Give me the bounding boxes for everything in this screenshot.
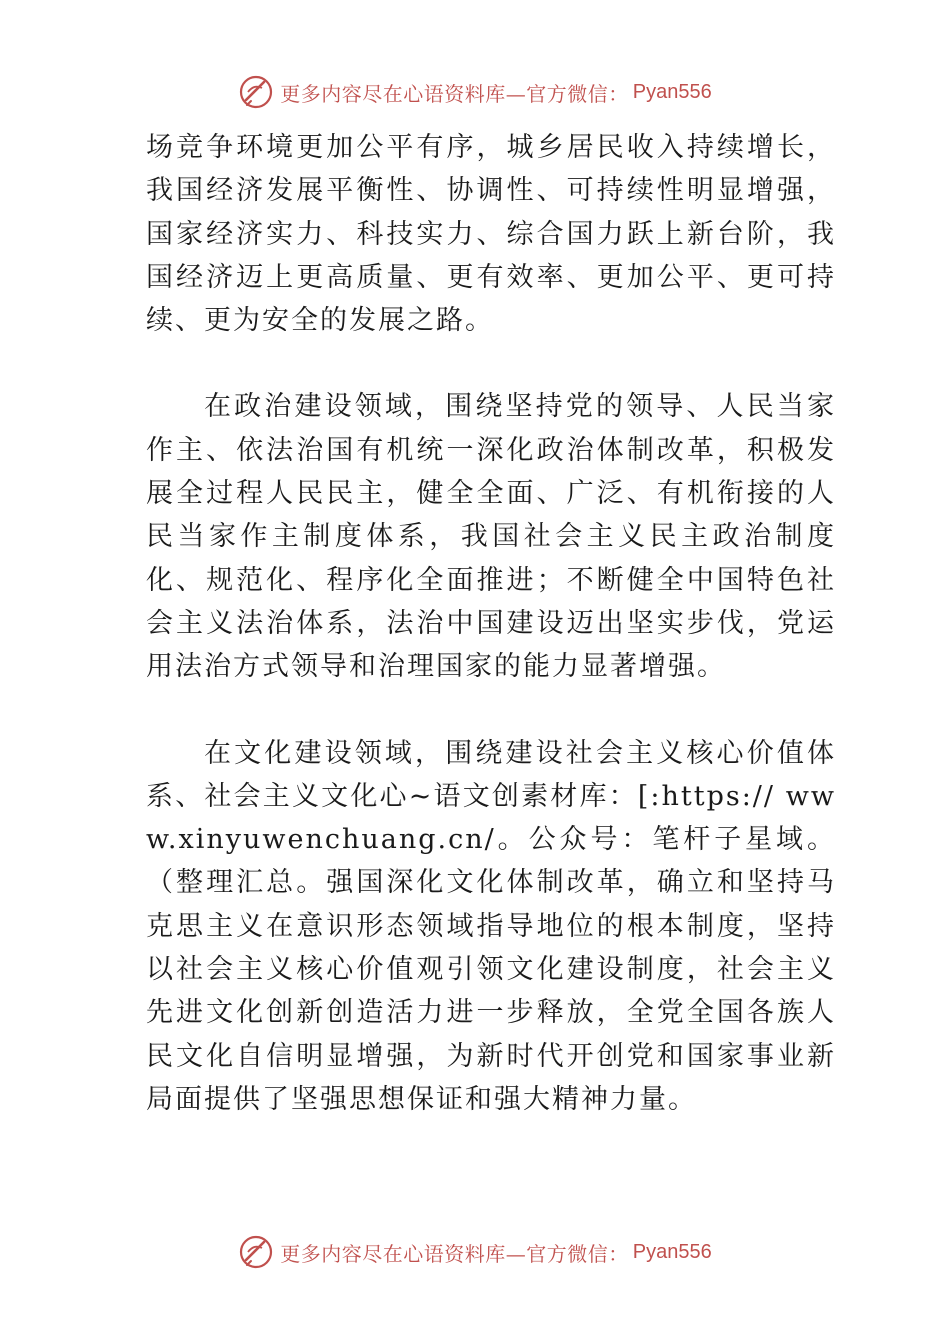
pen-seal-logo-icon [238,1234,274,1270]
footer-wechat-id: Pyan556 [632,1240,712,1263]
footer-watermark-text: 更多内容尽在心语资料库—官方微信： [280,1241,629,1266]
document-body [146,126,836,1121]
paragraph-gap [146,342,836,385]
paragraph-gap [146,689,836,732]
header-watermark-text: 更多内容尽在心语资料库—官方微信： [280,81,629,106]
pen-seal-logo-icon [238,74,274,110]
paragraph-economy-continued: 场竞争环境更加公平有序，城乡居民收入持续增长，我国经济发展平衡性、协调性、可持续性明显增强，国家经济实力、科技实力、综合国力跃上新台阶，我国经济迈上更高质量、更有效率、更加公平、更可持续、更为安全的发展之路。 [146,132,836,337]
footer-watermark [0,1232,950,1272]
header-wechat-id: Pyan556 [632,80,712,103]
header-watermark [0,72,950,112]
paragraph-politics: 在政治建设领域，围绕坚持党的领导、人民当家作主、依法治国有机统一深化政治体制改革，积极发展全过程人民民主，健全全面、广泛、有机衔接的人民当家作主制度体系，我国社会主义民主政治制度化、规范化、程序化全面推进；不断健全中国特色社会主义法治体系，法治中国建设迈出坚实步伐，党运用法治方式领导和治理国家的能力显著增强。 [146,391,836,683]
paragraph-culture: 在文化建设领域，围绕建设社会主义核心价值体系、社会主义文化心~语文创素材库：[:https:// www.xinyuwenchuang.cn/。公众号：笔杆子星域。（整理汇总。强国深化文化体制改革，确立和坚持马克思主义在意识形态领域指导地位的根本制度，坚持以社会主义核心价值观引领文化建设制度，社会主义先进文化创新创造活力进一步释放，全党全国各族人民文化自信明显增强，为新时代开创党和国家事业新局面提供了坚强思想保证和强大精神力量。 [146,737,836,1115]
